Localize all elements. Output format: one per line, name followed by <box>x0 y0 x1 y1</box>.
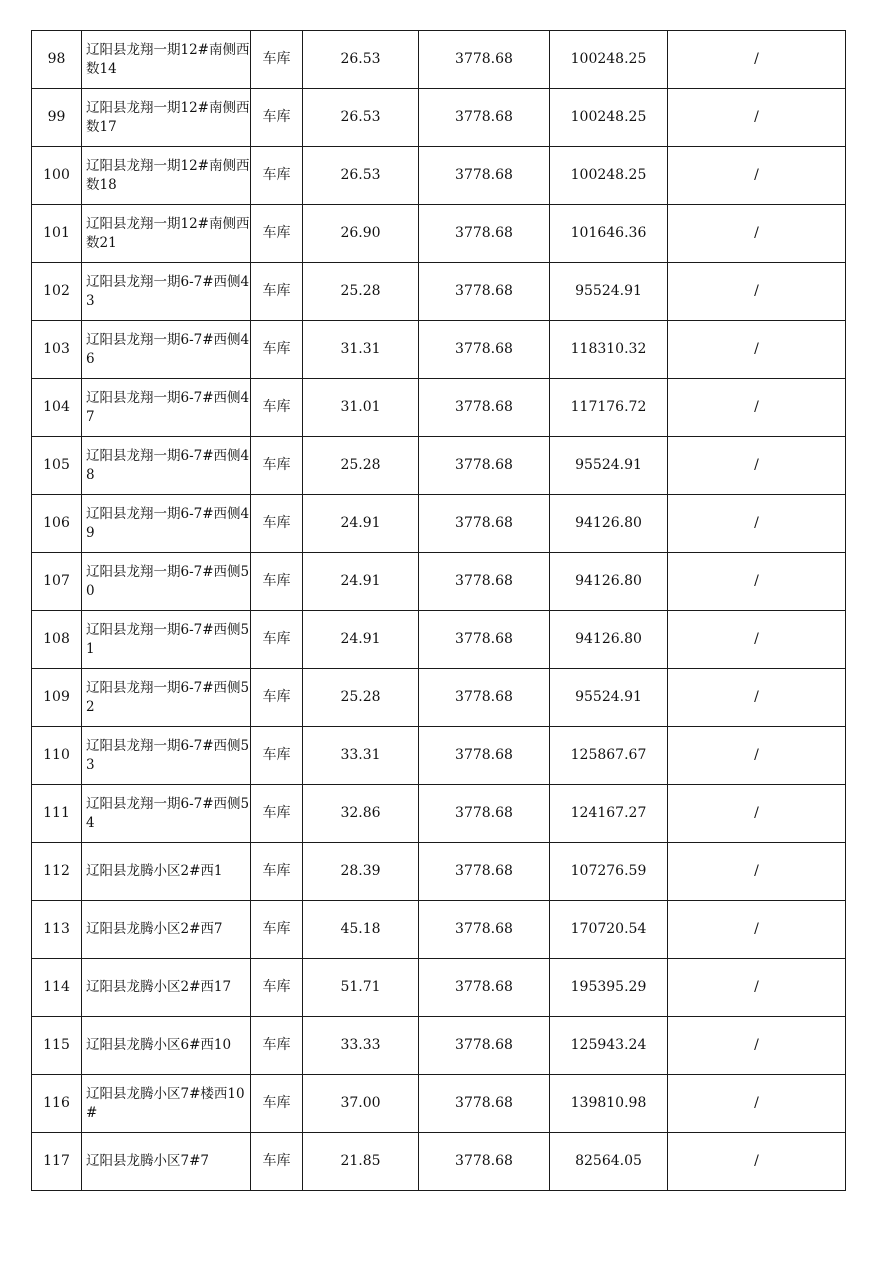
cell-unit-price: 3778.68 <box>419 1017 550 1075</box>
cell-note: / <box>668 611 846 669</box>
cell-area: 33.33 <box>303 1017 419 1075</box>
cell-note: / <box>668 147 846 205</box>
cell-usage: 车库 <box>251 959 303 1017</box>
cell-area: 33.31 <box>303 727 419 785</box>
cell-location: 辽阳县龙翔一期12#南侧西数14 <box>82 31 251 89</box>
cell-area: 45.18 <box>303 901 419 959</box>
cell-usage: 车库 <box>251 611 303 669</box>
cell-location: 辽阳县龙翔一期12#南侧西数17 <box>82 89 251 147</box>
cell-location: 辽阳县龙翔一期6-7#西侧46 <box>82 321 251 379</box>
cell-total: 107276.59 <box>550 843 668 901</box>
table-row <box>32 437 846 495</box>
table-row <box>32 727 846 785</box>
cell-usage: 车库 <box>251 437 303 495</box>
cell-location: 辽阳县龙翔一期6-7#西侧52 <box>82 669 251 727</box>
cell-note: / <box>668 727 846 785</box>
cell-note: / <box>668 959 846 1017</box>
cell-area: 32.86 <box>303 785 419 843</box>
cell-total: 100248.25 <box>550 31 668 89</box>
table-row <box>32 495 846 553</box>
cell-unit-price: 3778.68 <box>419 147 550 205</box>
table-row <box>32 669 846 727</box>
cell-location: 辽阳县龙腾小区7#7 <box>82 1133 251 1191</box>
cell-location: 辽阳县龙腾小区2#西17 <box>82 959 251 1017</box>
cell-note: / <box>668 89 846 147</box>
cell-note: / <box>668 843 846 901</box>
cell-usage: 车库 <box>251 205 303 263</box>
cell-total: 125943.24 <box>550 1017 668 1075</box>
table-row <box>32 553 846 611</box>
cell-usage: 车库 <box>251 1075 303 1133</box>
cell-usage: 车库 <box>251 147 303 205</box>
cell-total: 82564.05 <box>550 1133 668 1191</box>
table-row <box>32 321 846 379</box>
cell-total: 139810.98 <box>550 1075 668 1133</box>
table-row <box>32 959 846 1017</box>
cell-note: / <box>668 901 846 959</box>
cell-location: 辽阳县龙腾小区6#西10 <box>82 1017 251 1075</box>
cell-usage: 车库 <box>251 553 303 611</box>
cell-usage: 车库 <box>251 1133 303 1191</box>
cell-unit-price: 3778.68 <box>419 321 550 379</box>
cell-total: 95524.91 <box>550 263 668 321</box>
cell-index: 111 <box>32 785 82 843</box>
cell-area: 25.28 <box>303 669 419 727</box>
cell-location: 辽阳县龙翔一期6-7#西侧53 <box>82 727 251 785</box>
cell-usage: 车库 <box>251 321 303 379</box>
cell-index: 106 <box>32 495 82 553</box>
cell-location: 辽阳县龙翔一期6-7#西侧47 <box>82 379 251 437</box>
cell-usage: 车库 <box>251 263 303 321</box>
cell-note: / <box>668 31 846 89</box>
table-body <box>32 31 846 1191</box>
cell-index: 107 <box>32 553 82 611</box>
table-row <box>32 785 846 843</box>
cell-location: 辽阳县龙翔一期6-7#西侧54 <box>82 785 251 843</box>
cell-note: / <box>668 669 846 727</box>
cell-location: 辽阳县龙腾小区2#西1 <box>82 843 251 901</box>
cell-unit-price: 3778.68 <box>419 263 550 321</box>
cell-index: 112 <box>32 843 82 901</box>
cell-unit-price: 3778.68 <box>419 379 550 437</box>
cell-total: 100248.25 <box>550 147 668 205</box>
cell-area: 24.91 <box>303 611 419 669</box>
cell-index: 103 <box>32 321 82 379</box>
cell-total: 125867.67 <box>550 727 668 785</box>
cell-usage: 车库 <box>251 31 303 89</box>
cell-area: 24.91 <box>303 553 419 611</box>
cell-area: 37.00 <box>303 1075 419 1133</box>
cell-unit-price: 3778.68 <box>419 89 550 147</box>
cell-index: 109 <box>32 669 82 727</box>
cell-note: / <box>668 1075 846 1133</box>
cell-total: 94126.80 <box>550 611 668 669</box>
cell-total: 94126.80 <box>550 495 668 553</box>
table-row <box>32 379 846 437</box>
table-row <box>32 611 846 669</box>
cell-note: / <box>668 495 846 553</box>
cell-total: 117176.72 <box>550 379 668 437</box>
cell-index: 110 <box>32 727 82 785</box>
cell-usage: 车库 <box>251 89 303 147</box>
cell-area: 26.53 <box>303 89 419 147</box>
table-row <box>32 31 846 89</box>
cell-index: 99 <box>32 89 82 147</box>
cell-note: / <box>668 321 846 379</box>
cell-unit-price: 3778.68 <box>419 901 550 959</box>
table-row <box>32 843 846 901</box>
cell-unit-price: 3778.68 <box>419 959 550 1017</box>
cell-location: 辽阳县龙翔一期12#南侧西数18 <box>82 147 251 205</box>
table-row <box>32 89 846 147</box>
cell-unit-price: 3778.68 <box>419 1133 550 1191</box>
cell-area: 28.39 <box>303 843 419 901</box>
cell-note: / <box>668 1017 846 1075</box>
cell-index: 116 <box>32 1075 82 1133</box>
cell-location: 辽阳县龙翔一期6-7#西侧48 <box>82 437 251 495</box>
property-table <box>31 30 846 1191</box>
cell-area: 51.71 <box>303 959 419 1017</box>
cell-note: / <box>668 437 846 495</box>
cell-index: 113 <box>32 901 82 959</box>
cell-unit-price: 3778.68 <box>419 437 550 495</box>
cell-unit-price: 3778.68 <box>419 669 550 727</box>
cell-area: 25.28 <box>303 263 419 321</box>
cell-total: 94126.80 <box>550 553 668 611</box>
cell-index: 104 <box>32 379 82 437</box>
cell-unit-price: 3778.68 <box>419 553 550 611</box>
cell-location: 辽阳县龙腾小区7#楼西10# <box>82 1075 251 1133</box>
cell-location: 辽阳县龙翔一期6-7#西侧51 <box>82 611 251 669</box>
cell-note: / <box>668 1133 846 1191</box>
cell-index: 105 <box>32 437 82 495</box>
cell-index: 114 <box>32 959 82 1017</box>
cell-area: 31.31 <box>303 321 419 379</box>
cell-unit-price: 3778.68 <box>419 205 550 263</box>
cell-location: 辽阳县龙腾小区2#西7 <box>82 901 251 959</box>
cell-location: 辽阳县龙翔一期6-7#西侧50 <box>82 553 251 611</box>
cell-note: / <box>668 553 846 611</box>
cell-usage: 车库 <box>251 495 303 553</box>
cell-unit-price: 3778.68 <box>419 785 550 843</box>
cell-usage: 车库 <box>251 901 303 959</box>
cell-area: 31.01 <box>303 379 419 437</box>
cell-total: 195395.29 <box>550 959 668 1017</box>
cell-index: 108 <box>32 611 82 669</box>
cell-note: / <box>668 379 846 437</box>
cell-unit-price: 3778.68 <box>419 495 550 553</box>
cell-total: 124167.27 <box>550 785 668 843</box>
cell-total: 95524.91 <box>550 437 668 495</box>
cell-usage: 车库 <box>251 669 303 727</box>
cell-area: 21.85 <box>303 1133 419 1191</box>
table-row <box>32 205 846 263</box>
cell-usage: 车库 <box>251 843 303 901</box>
cell-usage: 车库 <box>251 379 303 437</box>
cell-area: 26.90 <box>303 205 419 263</box>
cell-note: / <box>668 263 846 321</box>
cell-area: 26.53 <box>303 147 419 205</box>
cell-unit-price: 3778.68 <box>419 727 550 785</box>
cell-location: 辽阳县龙翔一期6-7#西侧43 <box>82 263 251 321</box>
cell-location: 辽阳县龙翔一期12#南侧西数21 <box>82 205 251 263</box>
cell-usage: 车库 <box>251 727 303 785</box>
cell-usage: 车库 <box>251 1017 303 1075</box>
cell-index: 100 <box>32 147 82 205</box>
table-row <box>32 147 846 205</box>
table-row <box>32 1075 846 1133</box>
cell-area: 26.53 <box>303 31 419 89</box>
cell-note: / <box>668 205 846 263</box>
cell-total: 118310.32 <box>550 321 668 379</box>
cell-index: 115 <box>32 1017 82 1075</box>
cell-index: 101 <box>32 205 82 263</box>
cell-index: 102 <box>32 263 82 321</box>
cell-usage: 车库 <box>251 785 303 843</box>
cell-unit-price: 3778.68 <box>419 1075 550 1133</box>
cell-area: 25.28 <box>303 437 419 495</box>
table-row <box>32 1017 846 1075</box>
cell-note: / <box>668 785 846 843</box>
cell-total: 100248.25 <box>550 89 668 147</box>
cell-unit-price: 3778.68 <box>419 611 550 669</box>
cell-unit-price: 3778.68 <box>419 843 550 901</box>
cell-total: 95524.91 <box>550 669 668 727</box>
table-row <box>32 1133 846 1191</box>
cell-location: 辽阳县龙翔一期6-7#西侧49 <box>82 495 251 553</box>
cell-total: 170720.54 <box>550 901 668 959</box>
cell-area: 24.91 <box>303 495 419 553</box>
table-row <box>32 901 846 959</box>
cell-index: 98 <box>32 31 82 89</box>
cell-index: 117 <box>32 1133 82 1191</box>
cell-unit-price: 3778.68 <box>419 31 550 89</box>
table-row <box>32 263 846 321</box>
cell-total: 101646.36 <box>550 205 668 263</box>
